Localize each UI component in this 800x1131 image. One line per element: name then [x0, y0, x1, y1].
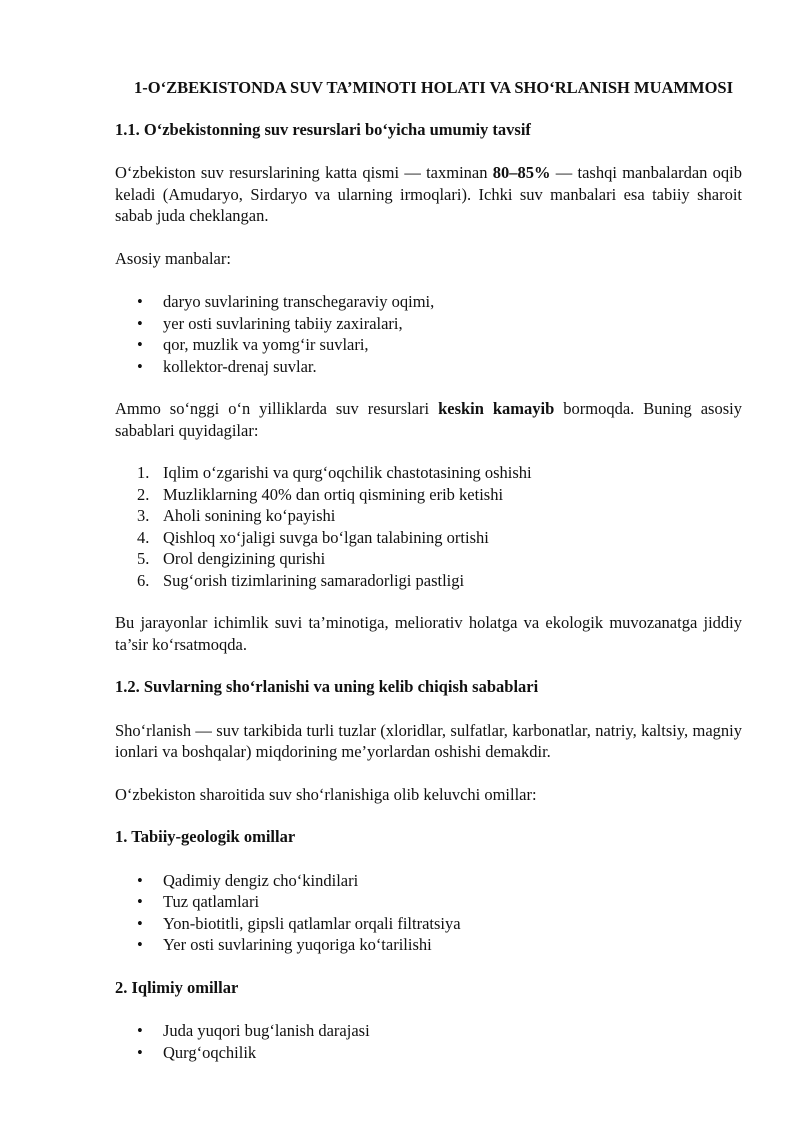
highlight-decline: keskin kamayib: [438, 399, 555, 418]
list-item: • daryo suvlarining transchegaraviy oqimi,: [115, 291, 742, 313]
list-item: 3. Aholi sonining ko‘payishi: [137, 506, 336, 525]
sources-label: Asosiy manbalar:: [115, 248, 231, 268]
sources-list: [115, 291, 742, 377]
factor-heading-climatic: 2. Iqlimiy omillar: [115, 977, 239, 997]
factor-heading-geological: 1. Tabiiy-geologik omillar: [115, 827, 296, 846]
paragraph-impact: Bu jarayonlar ichimlik suvi ta’minotiga, meliorativ holatga va ekologik muvozanatga jiddiy ta’sir ko‘rsatmoqda.: [115, 613, 742, 654]
section-heading-1-2: 1.2. Suvlarning sho‘rlanishi va uning kelib chiqish sabablari: [115, 677, 539, 696]
list-item: • Yon-biotitli, gipsli qatlamlar orqali filtratsiya: [115, 913, 742, 935]
list-item: • Tuz qatlamlari: [115, 891, 742, 913]
climatic-factors-list: [115, 1020, 742, 1063]
highlight-percentage: 80–85%: [492, 163, 551, 182]
list-item: • Qadimiy dengiz cho‘kindilari: [115, 870, 742, 892]
paragraph-decline: Ammo so‘nggi o‘n yilliklarda suv resurslari keskin kamayib bormoqda. Buning asosiy sabablari quyidagilar:: [115, 399, 742, 440]
section-heading-1-1: 1.1. O‘zbekistonning suv resurslari bo‘yicha umumiy tavsif: [115, 119, 531, 139]
list-item: 1. Iqlim o‘zgarishi va qurg‘oqchilik chastotasining oshishi: [137, 463, 532, 482]
geological-factors-list: [115, 870, 742, 956]
document-title: 1-O‘ZBEKISTONDA SUV TA’MINOTI HOLATI VA SHO‘RLANISH MUAMMOSI: [134, 78, 733, 97]
paragraph-factors-intro: O‘zbekiston sharoitida suv sho‘rlanishiga olib keluvchi omillar:: [115, 784, 537, 804]
list-item: 6. Sug‘orish tizimlarining samaradorligi pastligi: [137, 570, 465, 590]
list-item: • Juda yuqori bug‘lanish darajasi: [115, 1020, 742, 1042]
reasons-list: [115, 462, 742, 591]
paragraph-salinization-definition: Sho‘rlanish — suv tarkibida turli tuzlar (xloridlar, sulfatlar, karbonatlar, natriy, kaltsiy, magniy ionlari va boshqalar) miqdorining me’yorlardan oshishi demakdir.: [115, 720, 742, 761]
list-item: • yer osti suvlarining tabiiy zaxiralari,: [115, 313, 742, 335]
list-item: • Yer osti suvlarining yuqoriga ko‘tarilishi: [115, 934, 742, 956]
list-item: 5. Orol dengizining qurishi: [137, 549, 326, 568]
document-page: [115, 77, 742, 1063]
list-item: 4. Qishloq xo‘jaligi suvga bo‘lgan talabining ortishi: [137, 527, 489, 547]
list-item: 2. Muzliklarning 40% dan ortiq qismining erib ketishi: [137, 484, 504, 504]
list-item: • qor, muzlik va yomg‘ir suvlari,: [115, 334, 742, 356]
list-item: • kollektor-drenaj suvlar.: [115, 356, 742, 378]
paragraph-water-resources: O‘zbekiston suv resurslarining katta qismi — taxminan 80–85% — tashqi manbalardan oqib keladi (Amudaryo, Sirdaryo va ularning irmoqlari). Ichki suv manbalari esa tabiiy sharoit sabab juda cheklangan.: [115, 163, 742, 225]
list-item: • Qurg‘oqchilik: [115, 1042, 742, 1064]
